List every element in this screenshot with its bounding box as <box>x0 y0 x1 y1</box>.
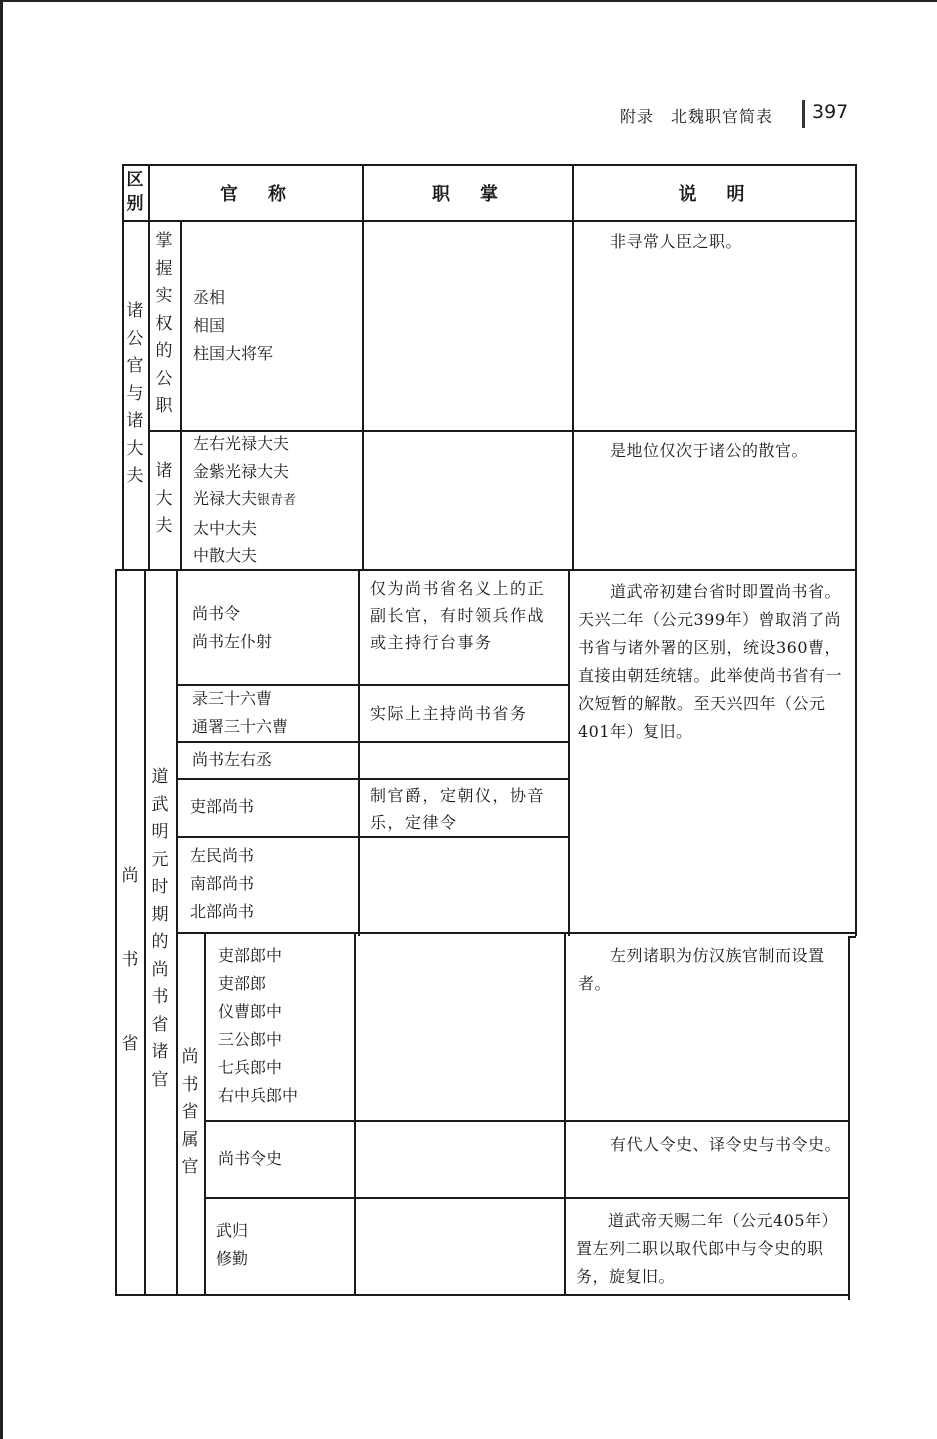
official-title: 光禄大夫 <box>193 489 258 508</box>
col-sep-note-lower <box>564 932 566 1296</box>
official-title: 右中兵郎中 <box>218 1086 299 1105</box>
col-sep-duty-mid <box>358 569 360 936</box>
table-right-rule-upper <box>855 164 857 936</box>
duty-cao: 实际上主持尚书省务 <box>370 704 528 723</box>
table-left-rule-upper <box>122 164 124 569</box>
running-header-title: 附录 北魏职官简表 <box>620 107 774 126</box>
sep-subcategory-upper <box>180 220 182 570</box>
official-title: 尚书左仆射 <box>192 632 273 651</box>
note-dafu: 是地位仅次于诸公的散官。 <box>610 441 809 460</box>
page-number: 397 <box>812 101 849 123</box>
title-list-cao <box>192 685 288 741</box>
official-title: 武归 <box>216 1221 249 1240</box>
note-gong: 非寻常人臣之职。 <box>610 232 743 251</box>
row-sep-libu-min <box>176 836 569 838</box>
table-bottom-rule <box>115 1294 850 1296</box>
duty-libu: 制官爵，定朝仪，协音乐，定律令 <box>370 786 546 832</box>
official-title: 修勤 <box>216 1249 249 1268</box>
col-sep-duty-lower <box>354 932 356 1296</box>
official-title: 南部尚书 <box>190 874 255 893</box>
group-zhudafu-label: 诸大夫 <box>155 461 173 536</box>
official-title: 中散大夫 <box>193 546 258 565</box>
row-sep-lingshi-wugui <box>204 1197 849 1199</box>
group-shuguan-label: 尚书省属官 <box>181 1047 199 1177</box>
header-bottom-rule <box>122 220 857 222</box>
note-shangshu-upper: 道武帝初建台省时即置尚书省。天兴二年（公元399年）曾取消了尚书省与诸外署的区别，统设360曹，直接由朝廷统辖。此举使尚书省有一次短暂的解散。至天兴四年（公元401年）复旧。 <box>578 582 843 741</box>
col-sep-note-mid <box>568 569 570 936</box>
title-list-lang <box>218 942 298 1110</box>
official-title: 左右光禄大夫 <box>193 434 290 453</box>
sep-category-lower <box>144 569 146 1296</box>
official-title: 仪曹郎中 <box>218 1002 283 1021</box>
group-daowu-label: 道武明元时期的尚书省诸官 <box>151 767 169 1090</box>
table-top-rule <box>122 164 857 166</box>
column-header-note: 说 明 <box>678 184 751 205</box>
note-wugui: 道武帝天赐二年（公元405年）置左列二职以取代郎中与令史的职务，旋复旧。 <box>576 1211 839 1286</box>
official-title: 丞相 <box>193 288 226 307</box>
title-list-wugui <box>216 1217 248 1273</box>
official-title: 金紫光禄大夫 <box>193 461 290 481</box>
col-sep-note-upper <box>572 164 574 570</box>
column-header-duty: 职 掌 <box>432 184 504 205</box>
official-title: 太中大夫 <box>193 518 258 538</box>
official-title: 左民尚书 <box>190 846 255 865</box>
official-title: 吏部郎 <box>218 974 267 993</box>
sep-category-upper <box>148 220 150 570</box>
column-header-title: 官 称 <box>220 184 292 205</box>
group-zhangwo-label: 掌握实权的公职 <box>155 231 173 416</box>
title-list-lingshi <box>218 1145 282 1173</box>
official-title: 北部尚书 <box>190 902 255 921</box>
official-title-with-gloss <box>193 485 296 515</box>
official-title: 七兵郎中 <box>218 1058 283 1077</box>
group-shangshusheng-label: 尚书省 <box>121 866 139 1054</box>
official-title: 尚书令史 <box>218 1149 283 1168</box>
row-sep-cheng-libu <box>176 778 569 780</box>
row-sep-cao-cheng <box>176 741 569 743</box>
official-title: 柱国大将军 <box>193 344 274 363</box>
official-title: 吏部尚书 <box>190 797 255 816</box>
title-list-dafu <box>193 430 296 570</box>
official-title: 尚书令 <box>192 604 241 623</box>
title-list-gong <box>193 284 273 368</box>
col-sep-duty-upper <box>362 164 364 570</box>
table-left-rule-lower <box>115 569 117 1296</box>
note-lingshi: 有代人令史、译令史与书令史。 <box>610 1135 842 1154</box>
duty-ling: 仅为尚书省名义上的正副长官，有时领兵作战或主持行台事务 <box>370 579 546 652</box>
title-list-min <box>190 842 254 926</box>
sep-shuguan <box>204 932 206 1296</box>
column-header-category: 区别 <box>126 170 144 214</box>
table-right-rule-lower <box>848 936 850 1300</box>
group-zhugong-label: 诸公官与诸大夫 <box>126 301 144 486</box>
row-sep-min-lang <box>176 932 856 934</box>
title-gloss: 银青者 <box>257 493 297 508</box>
right-step <box>848 936 856 938</box>
official-title: 相国 <box>193 316 226 335</box>
official-title: 尚书左右丞 <box>192 750 273 769</box>
official-title: 录三十六曹 <box>192 689 273 708</box>
title-list-libu <box>190 793 254 821</box>
official-title: 通署三十六曹 <box>192 717 289 736</box>
official-title: 三公郎中 <box>218 1030 283 1049</box>
title-list-ling <box>192 600 272 656</box>
note-lang: 左列诸职为仿汉族官制而设置者。 <box>578 946 825 993</box>
title-list-cheng <box>192 746 272 774</box>
row-sep-lang-lingshi <box>204 1120 849 1122</box>
official-title: 吏部郎中 <box>218 946 283 965</box>
